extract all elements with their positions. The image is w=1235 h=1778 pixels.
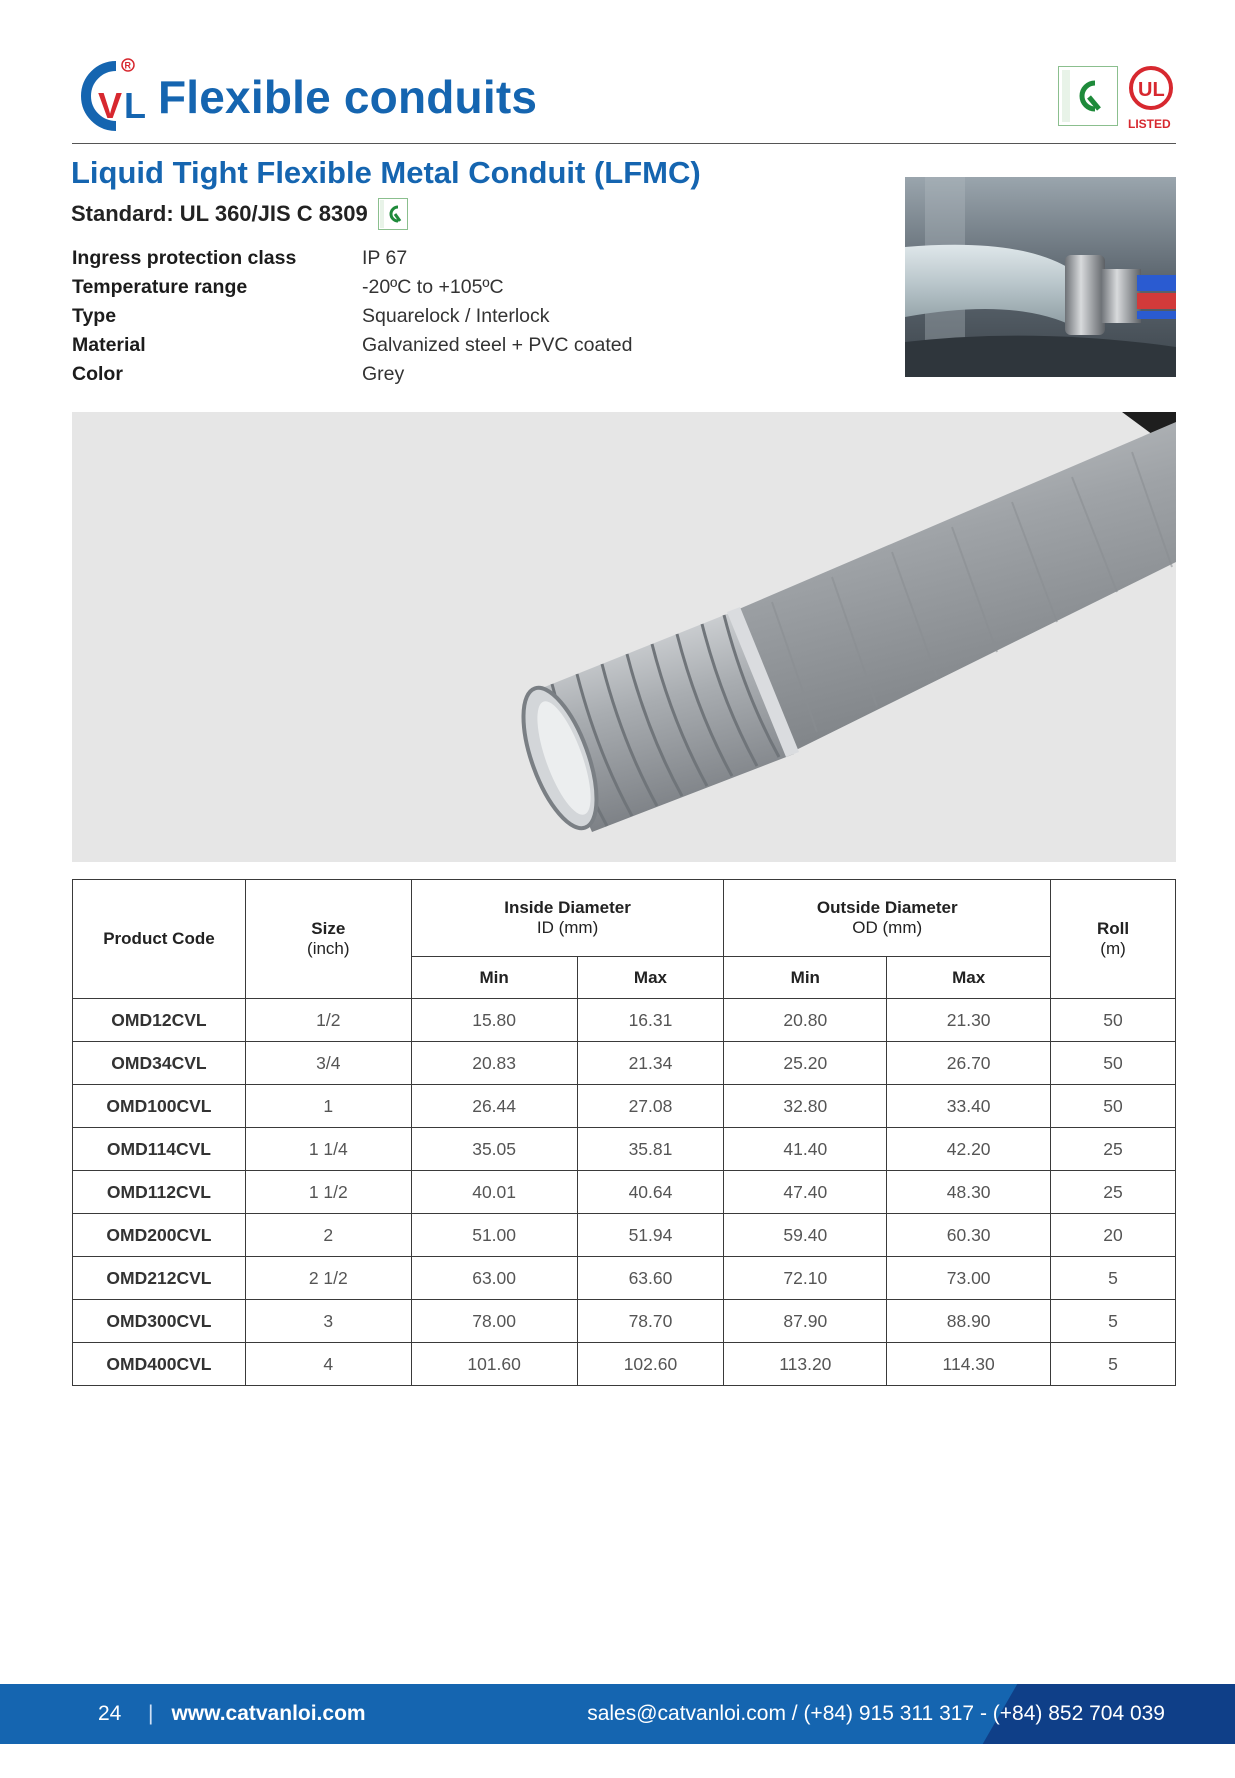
cell-id-min: 15.80 (411, 999, 577, 1042)
spec-value: Galvanized steel + PVC coated (362, 334, 633, 356)
table-row (73, 1171, 1176, 1214)
footer-left (98, 1684, 366, 1744)
cell-od-min: 113.20 (724, 1343, 887, 1386)
header-size: Size (inch) (245, 880, 411, 999)
svg-text:UL: UL (1138, 79, 1165, 101)
spec-row (72, 360, 632, 389)
cvl-logo (72, 56, 162, 132)
cell-roll: 50 (1051, 1042, 1176, 1085)
cell-od-min: 47.40 (724, 1171, 887, 1214)
cell-size: 1 (245, 1085, 411, 1128)
header-divider (72, 143, 1176, 144)
table-row (73, 1085, 1176, 1128)
cell-id-max: 40.64 (577, 1171, 724, 1214)
table-row (73, 1257, 1176, 1300)
cell-id-min: 35.05 (411, 1128, 577, 1171)
cell-size: 1 1/4 (245, 1128, 411, 1171)
spec-label: Temperature range (72, 276, 248, 298)
cell-id-min: 101.60 (411, 1343, 577, 1386)
spec-row (72, 302, 632, 331)
header-outside-diameter: Outside Diameter OD (mm) (724, 880, 1051, 957)
cell-od-min: 25.20 (724, 1042, 887, 1085)
table-row (73, 1214, 1176, 1257)
cell-od-max: 26.70 (887, 1042, 1051, 1085)
cell-id-max: 78.70 (577, 1300, 724, 1343)
standard-text: Standard: UL 360/JIS C 8309 (71, 201, 368, 226)
cell-product-code: OMD112CVL (73, 1171, 246, 1214)
cell-od-max: 42.20 (887, 1128, 1051, 1171)
cell-product-code: OMD212CVL (73, 1257, 246, 1300)
cell-od-max: 21.30 (887, 999, 1051, 1042)
cell-od-min: 59.40 (724, 1214, 887, 1257)
spec-label: Color (72, 363, 123, 385)
cell-od-max: 114.30 (887, 1343, 1051, 1386)
spec-value: Grey (362, 363, 405, 385)
svg-text:L: L (124, 85, 146, 126)
cell-id-max: 63.60 (577, 1257, 724, 1300)
table-row (73, 999, 1176, 1042)
spec-label: Material (72, 334, 146, 356)
ul-listed-icon (1126, 64, 1176, 130)
header-id-min: Min (411, 957, 577, 999)
cell-roll: 5 (1051, 1300, 1176, 1343)
cell-id-max: 102.60 (577, 1343, 724, 1386)
cell-id-max: 21.34 (577, 1042, 724, 1085)
cell-size: 1 1/2 (245, 1171, 411, 1214)
cell-id-min: 51.00 (411, 1214, 577, 1257)
page-footer (0, 1684, 1235, 1744)
cell-id-min: 40.01 (411, 1171, 577, 1214)
cell-roll: 20 (1051, 1214, 1176, 1257)
cell-product-code: OMD114CVL (73, 1128, 246, 1171)
spec-list (72, 244, 632, 389)
spec-row (72, 244, 632, 273)
spec-row (72, 273, 632, 302)
product-title: Liquid Tight Flexible Metal Conduit (LFMC) (71, 155, 701, 190)
spec-value: -20ºC to +105ºC (362, 276, 504, 298)
table-row (73, 1128, 1176, 1171)
cell-id-max: 51.94 (577, 1214, 724, 1257)
cell-size: 1/2 (245, 999, 411, 1042)
svg-text:V: V (98, 85, 123, 126)
cell-product-code: OMD12CVL (73, 999, 246, 1042)
table-row (73, 1042, 1176, 1085)
cell-id-min: 78.00 (411, 1300, 577, 1343)
conduit-product-photo (72, 412, 1176, 862)
table-row (73, 1343, 1176, 1386)
website-link[interactable]: www.catvanloi.com (171, 1702, 366, 1725)
cell-size: 4 (245, 1343, 411, 1386)
cell-id-min: 63.00 (411, 1257, 577, 1300)
quality-cert-icon (1058, 66, 1118, 126)
cell-od-min: 72.10 (724, 1257, 887, 1300)
quality-cert-small-icon (378, 198, 408, 230)
cell-id-max: 16.31 (577, 999, 724, 1042)
brand-title: Flexible conduits (158, 71, 538, 123)
cell-od-max: 33.40 (887, 1085, 1051, 1128)
cell-size: 2 (245, 1214, 411, 1257)
cell-product-code: OMD300CVL (73, 1300, 246, 1343)
table-row (73, 1300, 1176, 1343)
page-header (72, 52, 1176, 144)
cell-roll: 5 (1051, 1257, 1176, 1300)
cell-roll: 5 (1051, 1343, 1176, 1386)
cell-product-code: OMD34CVL (73, 1042, 246, 1085)
spec-label: Ingress protection class (72, 247, 297, 269)
header-od-min: Min (724, 957, 887, 999)
cell-od-min: 41.40 (724, 1128, 887, 1171)
cell-od-max: 48.30 (887, 1171, 1051, 1214)
cell-od-max: 88.90 (887, 1300, 1051, 1343)
cell-size: 3/4 (245, 1042, 411, 1085)
cell-od-min: 87.90 (724, 1300, 887, 1343)
cell-product-code: OMD100CVL (73, 1085, 246, 1128)
cell-size: 3 (245, 1300, 411, 1343)
cell-size: 2 1/2 (245, 1257, 411, 1300)
cell-od-max: 73.00 (887, 1257, 1051, 1300)
cell-od-max: 60.30 (887, 1214, 1051, 1257)
cell-id-max: 35.81 (577, 1128, 724, 1171)
spec-value: Squarelock / Interlock (362, 305, 550, 327)
spec-value: IP 67 (362, 247, 408, 269)
cell-id-max: 27.08 (577, 1085, 724, 1128)
header-id-max: Max (577, 957, 724, 999)
spec-row (72, 331, 632, 360)
cell-product-code: OMD200CVL (73, 1214, 246, 1257)
header-roll: Roll (m) (1051, 880, 1176, 999)
contact-info[interactable]: sales@catvanloi.com / (+84) 915 311 317 - (+84) 852 704 039 (587, 1702, 1165, 1725)
cell-roll: 50 (1051, 999, 1176, 1042)
cell-roll: 25 (1051, 1171, 1176, 1214)
cell-id-min: 26.44 (411, 1085, 577, 1128)
spec-label: Type (72, 305, 117, 327)
header-inside-diameter: Inside Diameter ID (mm) (411, 880, 724, 957)
cell-product-code: OMD400CVL (73, 1343, 246, 1386)
footer-separator: | (148, 1702, 154, 1725)
cell-od-min: 20.80 (724, 999, 887, 1042)
cell-id-min: 20.83 (411, 1042, 577, 1085)
cell-roll: 50 (1051, 1085, 1176, 1128)
header-product-code: Product Code (73, 880, 246, 999)
installation-photo (905, 177, 1176, 377)
header-od-max: Max (887, 957, 1051, 999)
product-spec-table (72, 879, 1176, 1386)
cell-od-min: 32.80 (724, 1085, 887, 1128)
svg-text:LISTED: LISTED (1128, 117, 1171, 130)
page-number: 24 (98, 1702, 122, 1725)
svg-text:R: R (124, 60, 131, 71)
cell-roll: 25 (1051, 1128, 1176, 1171)
standard-line (71, 198, 408, 230)
